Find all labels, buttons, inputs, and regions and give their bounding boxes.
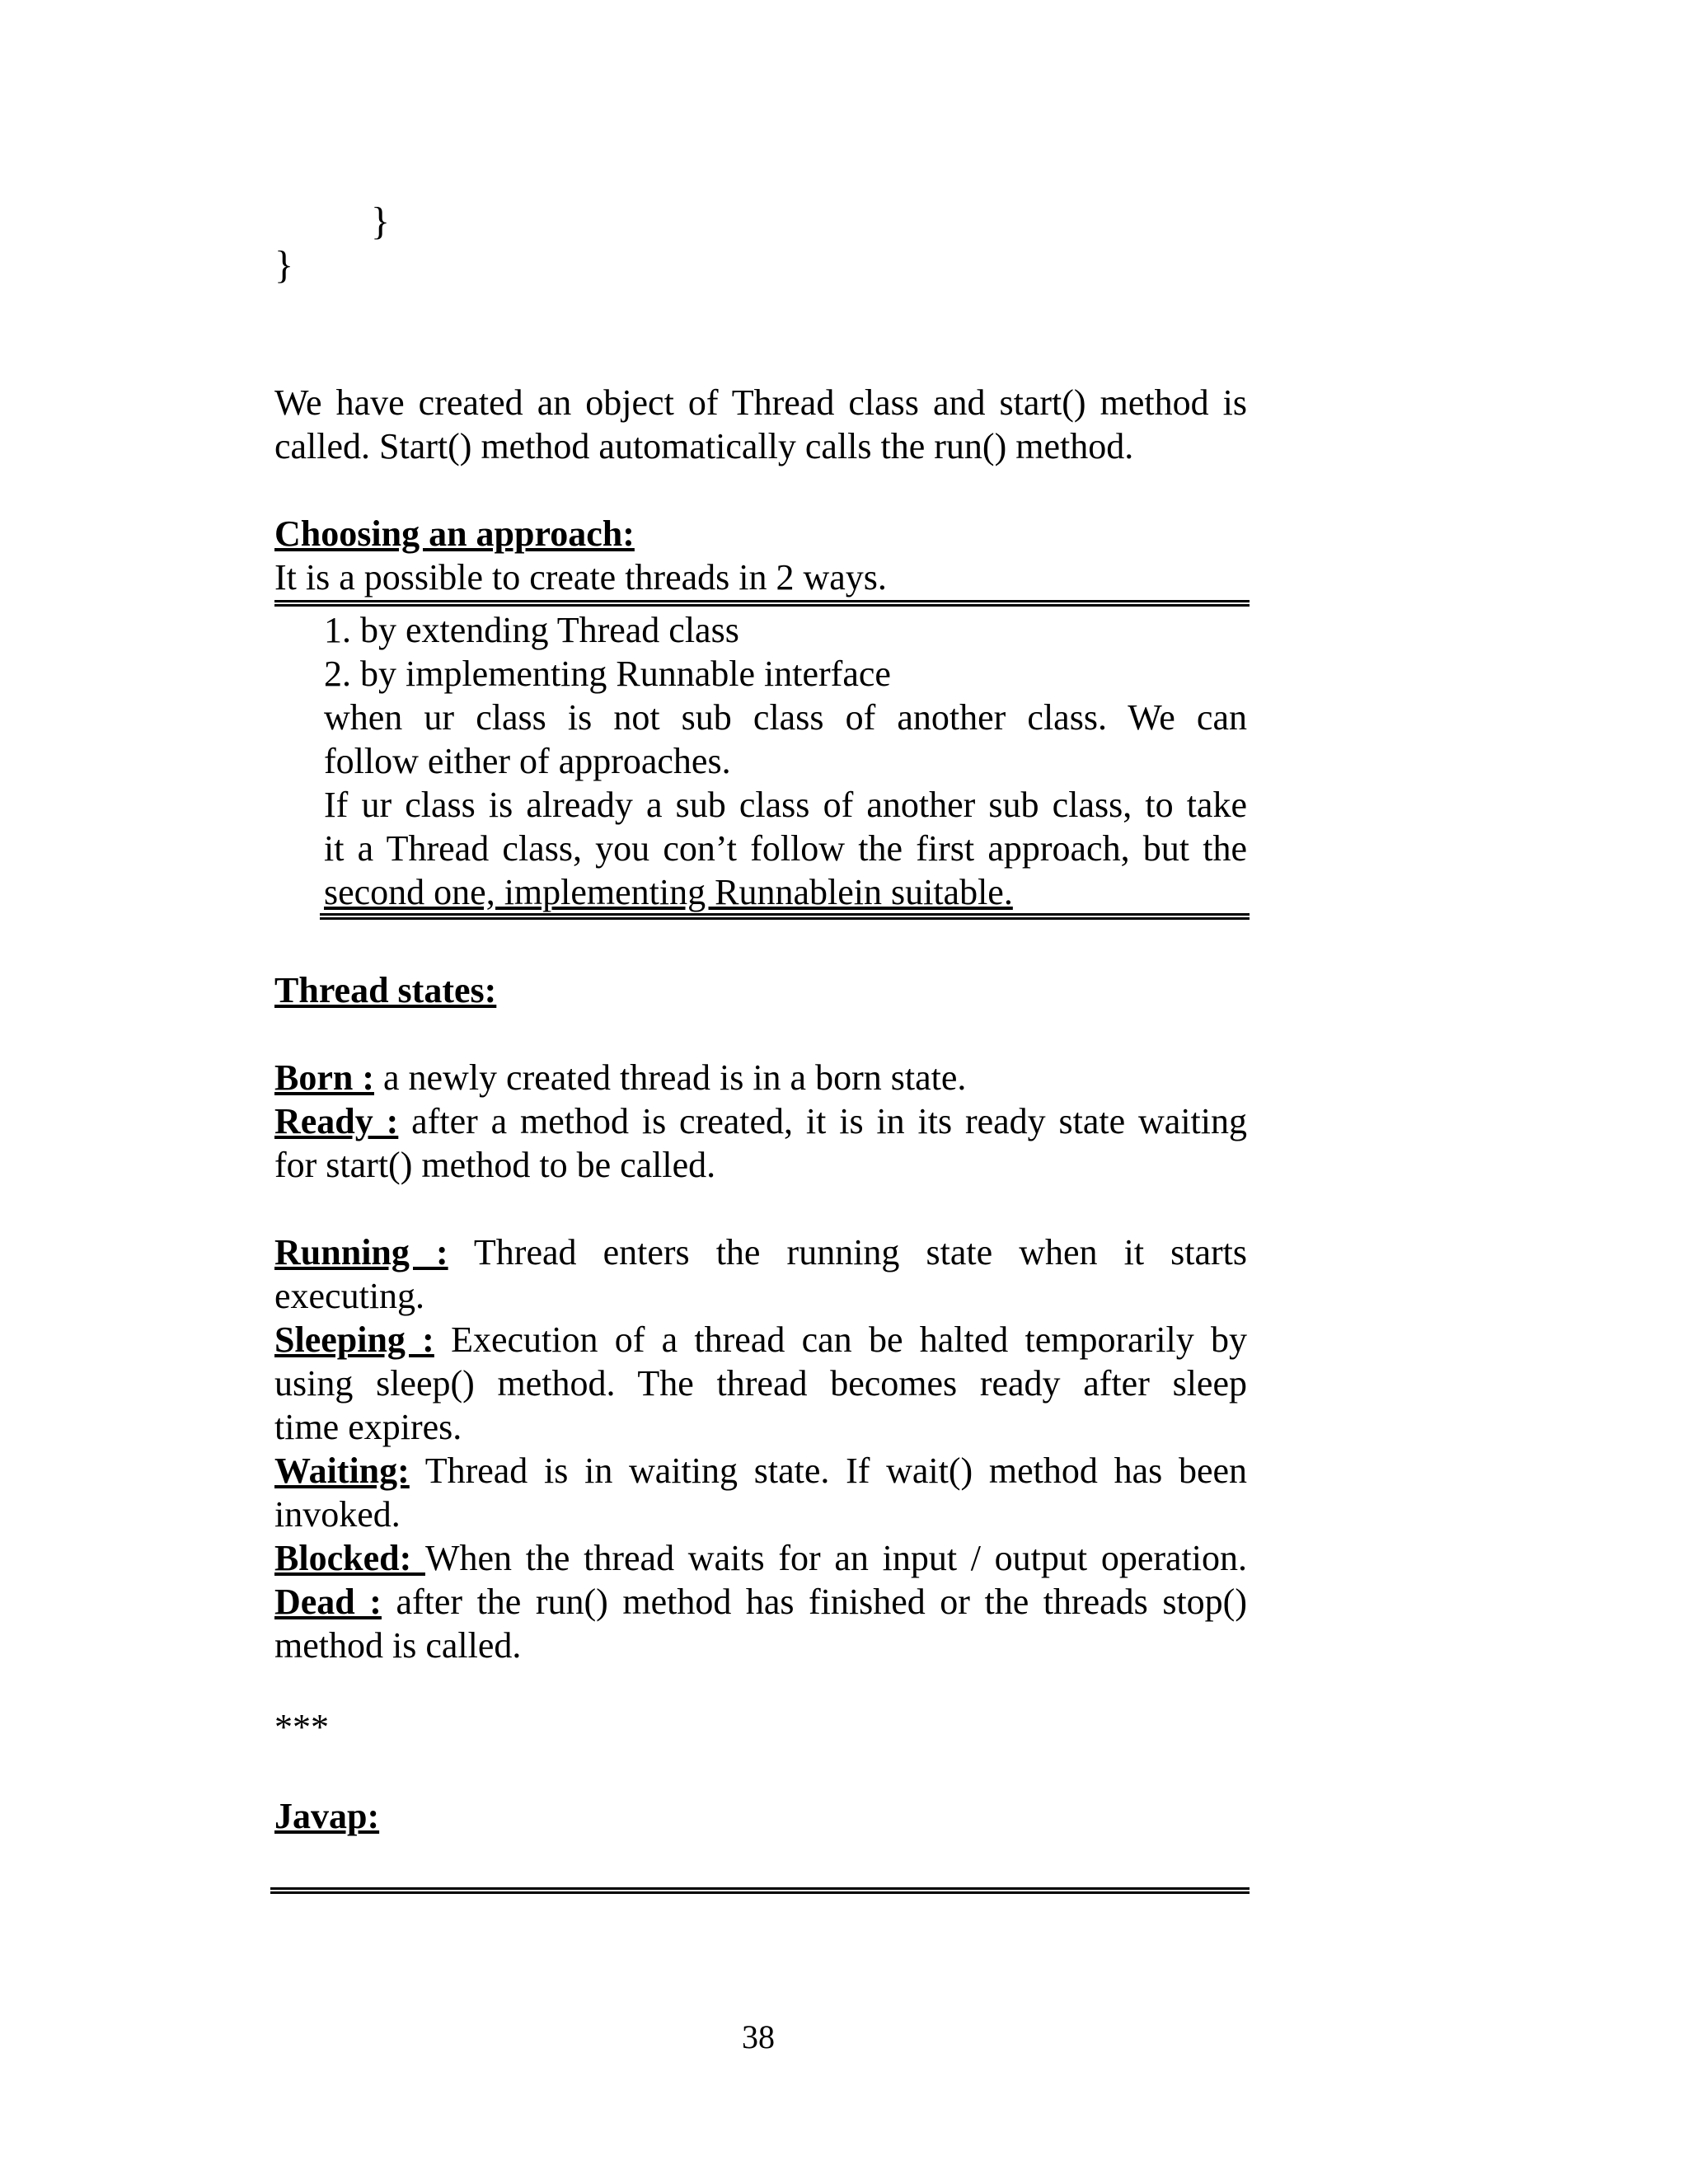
thread-states-section — [274, 968, 1247, 1012]
state-text-ready-1: after a method is created, it is in its ready state waiting — [398, 1101, 1247, 1141]
state-term-running: Running : — [274, 1232, 448, 1272]
double-rule-bottom — [320, 913, 1250, 920]
state-blocked — [274, 1536, 1247, 1580]
list-item — [324, 608, 1247, 652]
state-sleeping-line-2: using sleep() method. The thread becomes ready after sleep — [274, 1363, 1247, 1404]
state-term-dead: Dead : — [274, 1582, 382, 1622]
state-text-running-1: Thread enters the running state when it starts — [448, 1232, 1247, 1272]
approach-note-1-line-1: when ur class is not sub class of another class. We can — [324, 697, 1247, 738]
state-born — [274, 1056, 1247, 1099]
double-rule-javap — [270, 1887, 1250, 1894]
state-text-born: a newly created thread is in a born state. — [374, 1057, 967, 1098]
state-ready-line-1 — [274, 1099, 1247, 1143]
state-waiting-line-1 — [274, 1449, 1247, 1493]
separator: *** — [274, 1707, 329, 1747]
state-text-waiting-1: Thread is in waiting state. If wait() method has been — [409, 1451, 1247, 1491]
state-term-blocked: Blocked: — [274, 1538, 425, 1578]
state-term-born: Born : — [274, 1057, 374, 1098]
javap-section — [274, 1794, 1247, 1838]
state-dead-line-2: method is called. — [274, 1625, 522, 1666]
approach-note-2-line-2: it a Thread class, you con’t follow the first approach, but the — [324, 828, 1247, 869]
intro-line-1: We have created an object of Thread class and start() method is — [274, 382, 1247, 423]
state-text-blocked: When the thread waits for an input / output operation. — [424, 1538, 1247, 1578]
choosing-section — [274, 512, 1247, 599]
state-sleeping-line-1 — [274, 1318, 1247, 1361]
list-item-label: by extending Thread class — [360, 610, 739, 650]
approach-list — [324, 608, 1247, 914]
list-item — [324, 652, 1247, 696]
state-running-line-1 — [274, 1230, 1247, 1274]
state-sleeping-line-3: time expires. — [274, 1407, 462, 1447]
state-term-sleeping: Sleeping : — [274, 1319, 434, 1360]
state-ready-line-2: for start() method to be called. — [274, 1145, 716, 1185]
states-block-2 — [274, 1230, 1247, 1667]
state-term-waiting: Waiting: — [274, 1451, 410, 1491]
list-item-label: by implementing Runnable interface — [360, 654, 891, 694]
state-running-line-2: executing. — [274, 1276, 425, 1316]
states-block-1 — [274, 1056, 1247, 1187]
choosing-heading: Choosing an approach: — [274, 513, 635, 554]
code-closing-brace-outer: } — [274, 243, 294, 287]
list-item-number: 1. — [324, 610, 351, 650]
javap-heading: Javap: — [274, 1796, 380, 1836]
approach-note-2-line-3: second one, implementing Runnablein suitable. — [324, 872, 1013, 912]
state-waiting-line-2: invoked. — [274, 1494, 401, 1535]
approach-note-2-line-1: If ur class is already a sub class of another sub class, to take — [324, 785, 1247, 825]
page-number: 38 — [742, 2018, 775, 2055]
choosing-text: It is a possible to create threads in 2 ways. — [274, 557, 887, 598]
state-term-ready: Ready : — [274, 1101, 399, 1141]
approach-note-1-line-2: follow either of approaches. — [324, 741, 731, 781]
thread-states-heading: Thread states: — [274, 970, 497, 1010]
double-rule-top — [274, 600, 1250, 607]
list-item-number: 2. — [324, 654, 351, 694]
intro-paragraph — [274, 381, 1247, 468]
state-text-sleeping-1: Execution of a thread can be halted temporarily by — [434, 1319, 1248, 1360]
state-text-dead-1: after the run() method has finished or the threads stop() — [381, 1582, 1247, 1622]
state-dead-line-1 — [274, 1580, 1247, 1624]
code-closing-brace-inner: } — [371, 199, 391, 243]
intro-line-2: called. Start() method automatically calls the run() method. — [274, 426, 1134, 466]
